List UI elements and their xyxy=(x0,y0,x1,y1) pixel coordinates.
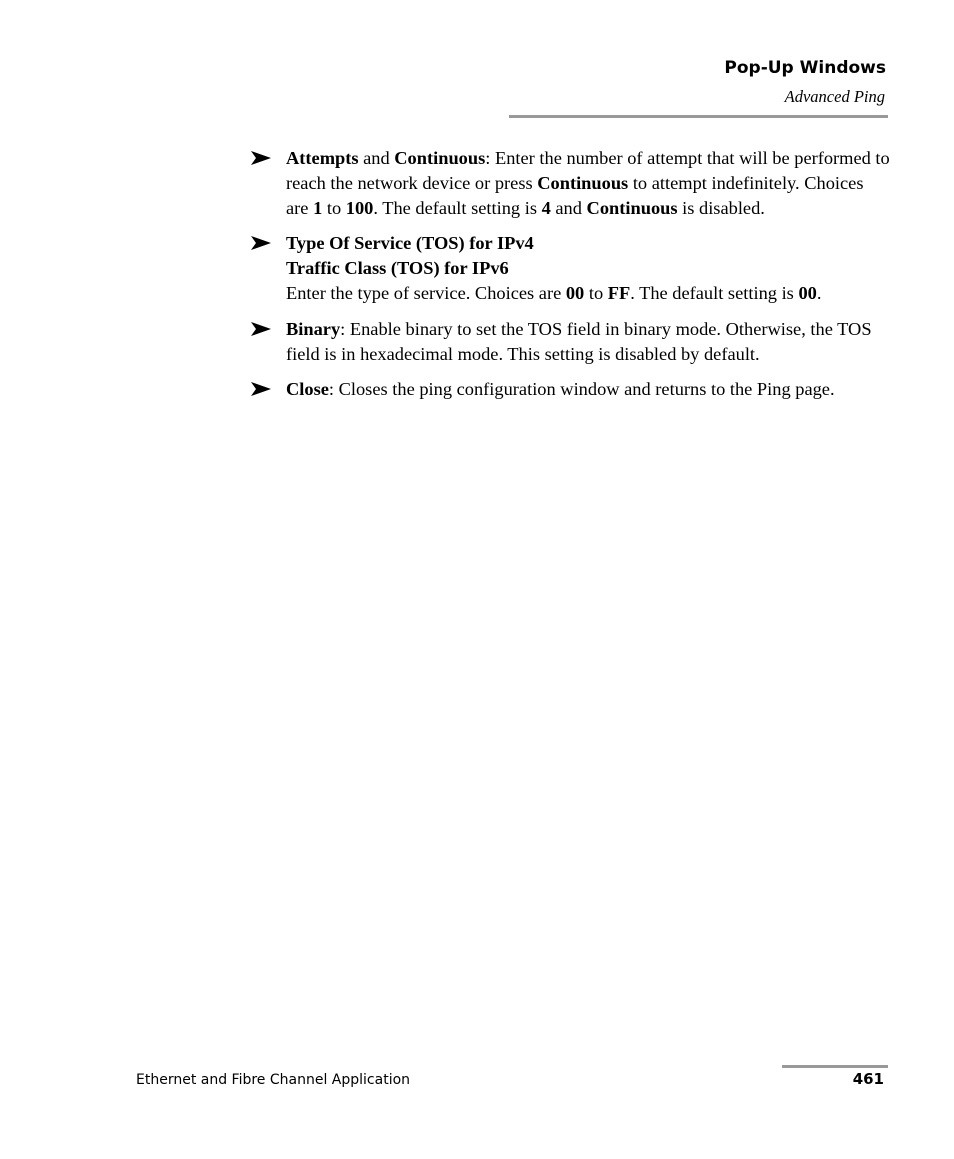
bold-term: Continuous xyxy=(537,172,629,193)
text-segment: : Enter the number of attempt that will be performed to reach the network device or press xyxy=(286,148,890,193)
arrowhead-bullet-icon xyxy=(251,322,271,336)
arrowhead-bullet-icon xyxy=(251,236,271,250)
bullet-text xyxy=(286,317,890,367)
bullet-list xyxy=(250,146,890,413)
bullet-text xyxy=(286,146,890,220)
bullet-item xyxy=(250,231,890,305)
text-segment: is disabled. xyxy=(677,197,765,218)
bold-term: 100 xyxy=(345,197,374,218)
arrowhead-bullet-icon xyxy=(251,151,271,165)
bold-term: FF xyxy=(607,282,631,303)
bullet-item xyxy=(250,146,890,220)
section-title: Pop-Up Windows xyxy=(724,58,886,78)
bold-term: Traffic Class (TOS) for IPv6 xyxy=(286,258,509,279)
text-segment: . The default setting is xyxy=(630,282,799,303)
bold-term: Attempts xyxy=(286,148,359,168)
bold-term: 4 xyxy=(541,197,551,218)
section-subtitle: Advanced Ping xyxy=(784,87,885,106)
page-number: 461 xyxy=(852,1070,884,1088)
text-segment: and xyxy=(358,148,395,168)
bold-term: Close xyxy=(286,379,329,400)
bullet-text xyxy=(286,231,890,305)
text-segment: Enter the type of service. Choices are xyxy=(286,282,566,303)
text-segment: : Enable binary to set the TOS field in binary mode. Otherwise, the TOS field is in hexadecimal mode. This setting is disabled by default. xyxy=(286,318,872,364)
text-segment: . xyxy=(816,282,822,303)
text-segment: . The default setting is xyxy=(373,197,542,218)
footer-divider xyxy=(782,1065,888,1068)
bold-term: Binary xyxy=(286,318,341,339)
header-divider xyxy=(509,115,888,118)
bullet-text xyxy=(286,377,890,402)
bold-term: 1 xyxy=(313,197,323,218)
text-segment: to xyxy=(322,197,346,218)
bullet-item xyxy=(250,377,890,402)
footer-document-title: Ethernet and Fibre Channel Application xyxy=(136,1072,411,1088)
bold-term: 00 xyxy=(798,282,817,303)
bold-term: Continuous xyxy=(394,148,486,168)
bold-term: Continuous xyxy=(586,197,678,218)
text-segment: : Closes the ping configuration window and returns to the Ping page. xyxy=(328,379,835,400)
bold-term: 00 xyxy=(565,282,585,303)
text-segment: to xyxy=(584,282,608,303)
bullet-item xyxy=(250,317,890,367)
text-segment: to attempt indefinitely. Choices are xyxy=(286,172,864,218)
bold-term: Type Of Service (TOS) for IPv4 xyxy=(286,233,534,254)
arrowhead-bullet-icon xyxy=(251,382,271,396)
text-segment: and xyxy=(550,197,587,218)
